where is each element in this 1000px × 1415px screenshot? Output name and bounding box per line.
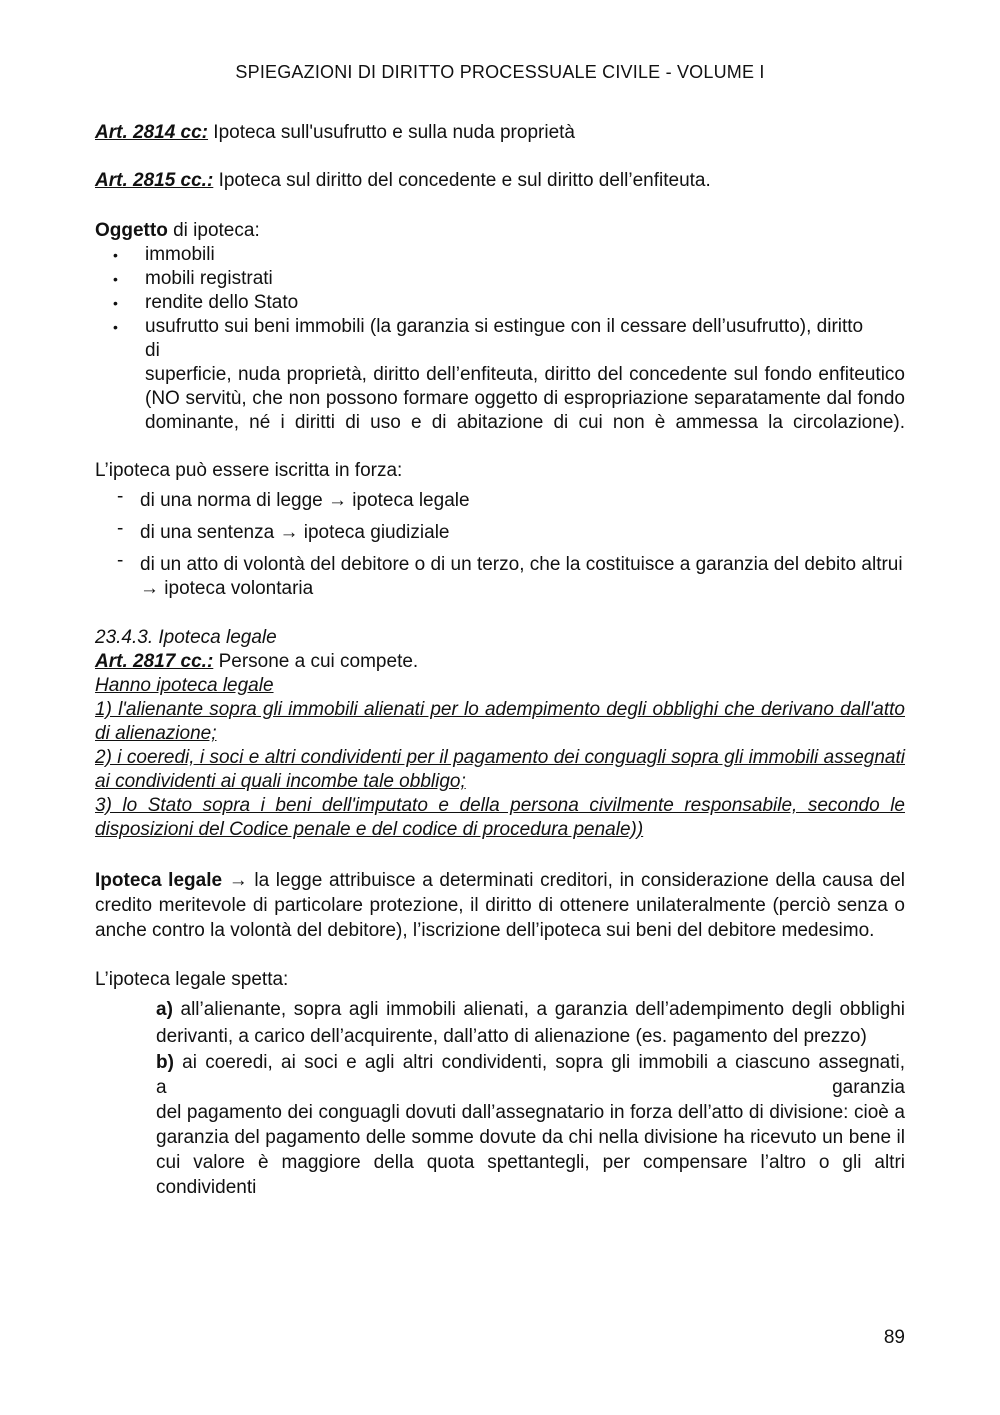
bold-term: Ipoteca legale xyxy=(95,870,223,891)
art-2815-line xyxy=(95,169,905,193)
item-line xyxy=(156,1050,905,1075)
oggetto-list xyxy=(95,243,905,435)
art-2817-line xyxy=(95,650,905,674)
article-title: Persone a cui compete. xyxy=(213,651,419,672)
list-item xyxy=(95,291,905,315)
spetta-intro: L’ipoteca legale spetta: xyxy=(95,969,289,990)
quote-item: 1) l'alienante sopra gli immobili alienati per lo adempimento degli obblighi che derivano dall'atto di alienazione; xyxy=(95,699,905,744)
list-item-text: mobili registrati xyxy=(145,268,273,289)
list-item-text: usufrutto sui beni immobili (la garanzia si estingue con il cessare dell’usufrutto), diritto xyxy=(145,316,864,337)
list-item xyxy=(95,243,905,267)
running-header: SPIEGAZIONI DI DIRITTO PROCESSUALE CIVILE - VOLUME I xyxy=(235,62,765,82)
quote-item: 2) i coeredi, i soci e altri condividenti per il pagamento dei conguagli sopra gli immobili assegnati ai condividenti ai quali incombe tale obbligo; xyxy=(95,747,905,792)
dash-icon: - xyxy=(117,550,124,571)
list-item xyxy=(95,518,905,545)
list-item-text: immobili xyxy=(145,244,215,265)
list-item xyxy=(95,550,905,601)
item-line: a garanzia xyxy=(156,1077,905,1098)
article-reference: Art. 2815 cc.: xyxy=(95,170,214,191)
article-title: Ipoteca sull'usufrutto e sulla nuda proprietà xyxy=(208,122,575,143)
page-number: 89 xyxy=(883,1327,905,1348)
item-continuation: del pagamento dei conguagli dovuti dall’assegnatario in forza dell’atto di divisione: cioè a garanzia del pagamento delle somme dovute da chi nella divisione ha ricevuto un bene il cui valore è maggiore della quota spettantegli, per compensare l’altro o gli altri condividenti xyxy=(156,1102,905,1198)
list-item-text: di xyxy=(145,340,160,361)
spetta-item-a xyxy=(95,996,905,1050)
heading-rest: di ipoteca: xyxy=(167,220,260,241)
list-item-text: di una sentenza → ipoteca giudiziale xyxy=(140,522,450,543)
spetta-item-b xyxy=(95,1050,905,1200)
art-2814-line xyxy=(95,121,905,145)
oggetto-heading xyxy=(95,219,905,243)
bullet-icon: • xyxy=(113,247,118,263)
list-item-text: rendite dello Stato xyxy=(145,292,299,313)
bold-term: Oggetto xyxy=(95,220,168,241)
dash-icon: - xyxy=(117,518,124,539)
article-reference: Art. 2817 cc.: xyxy=(95,651,214,672)
item-text: all’alienante, sopra agli immobili alienati, a garanzia dell’adempimento degli obblighi derivanti, a carico dell’acquirente, dall’atto di alienazione (es. pagamento del prezzo) xyxy=(156,999,905,1047)
article-title: Ipoteca sul diritto del concedente e sul diritto dell’enfiteuta. xyxy=(213,170,711,191)
bullet-icon: • xyxy=(113,271,118,287)
list-item-continuation: superficie, nuda proprietà, diritto dell’enfiteuta, diritto del concedente sul fondo enfiteutico (NO servitù, che non possono formare oggetto di espropriazione separatamente dal fondo dominante, né i diritti di uso e di abitazione di cui non è ammessa la circolazione). xyxy=(145,364,905,433)
article-reference: Art. 2814 cc: xyxy=(95,122,209,143)
bullet-icon: • xyxy=(113,319,118,335)
definition-paragraph xyxy=(95,868,905,943)
item-text: ai coeredi, ai soci e agli altri condividenti, sopra gli immobili a ciascuno assegnati, xyxy=(173,1052,905,1073)
dash-icon: - xyxy=(117,486,124,507)
iscrizione-intro: L’ipoteca può essere iscritta in forza: xyxy=(95,460,403,481)
iscrizione-list xyxy=(95,486,905,601)
item-label: a) xyxy=(156,999,173,1020)
paragraph-text: → la legge attribuisce a determinati creditori, in considerazione della causa del credito meritevole di particolare protezione, il diritto di ottenere unilateralmente (perciò senza o anche contro la volontà del debitore), l’iscrizione dell’ipoteca sui beni del debitore medesimo. xyxy=(95,870,905,941)
section-heading: 23.4.3. Ipoteca legale xyxy=(95,627,277,648)
quote-title: Hanno ipoteca legale xyxy=(95,675,274,696)
list-item-text: di una norma di legge → ipoteca legale xyxy=(140,490,470,511)
list-item-text: di un atto di volontà del debitore o di un terzo, che la costituisce a garanzia del debito altrui → ipoteca volontaria xyxy=(140,554,903,599)
bullet-icon: • xyxy=(113,295,118,311)
page-body xyxy=(95,121,905,1200)
list-item xyxy=(95,267,905,291)
quote-item: 3) lo Stato sopra i beni dell'imputato e della persona civilmente responsabile, secondo le disposizioni del Codice penale e del codice di procedura penale)) xyxy=(95,795,905,840)
list-item xyxy=(95,315,905,435)
item-label: b) xyxy=(156,1052,174,1073)
list-item xyxy=(95,486,905,513)
